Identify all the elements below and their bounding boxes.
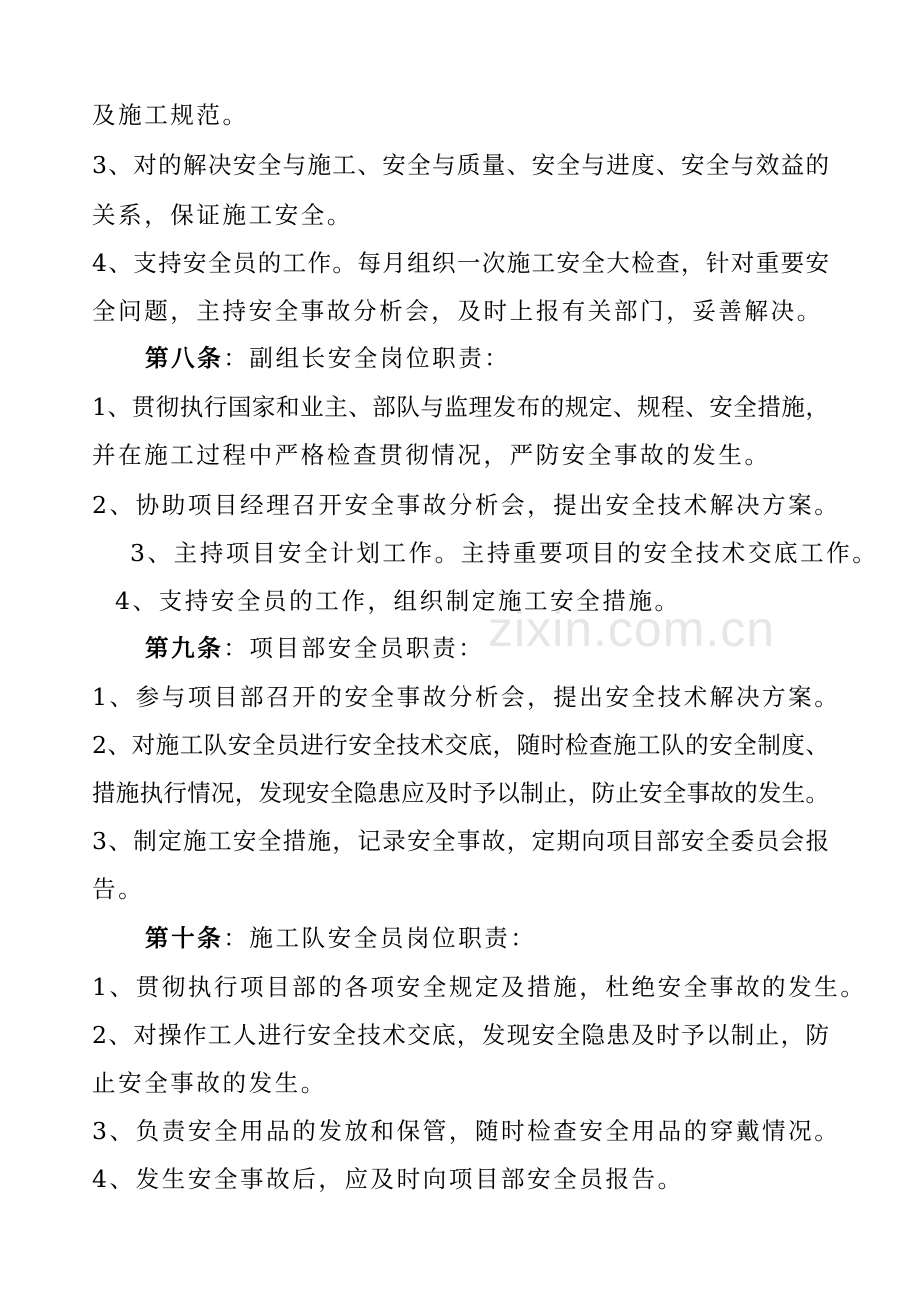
text-line: 措施执行情况，发现安全隐患应及时予以制止，防止安全事故的发生。 [92,779,829,807]
watermark: zixin.com.cn [488,601,776,657]
section-heading-10 [145,923,537,953]
text-line: 1、贯彻执行项目部的各项安全规定及措施，杜绝安全事故的发生。 [92,973,867,1001]
text-line: 1、贯彻执行国家和业主、部队与监理发布的规定、规程、安全措施， [92,393,829,421]
text-line: 并在施工过程中严格检查贯彻情况，严防安全事故的发生。 [92,441,771,469]
heading-label: 第十条 [145,924,224,952]
heading-label: 第八条 [145,344,224,372]
text-line: 4、支持安全员的工作，组织制定施工安全措施。 [115,587,681,615]
text-line: 2、协助项目经理召开安全事故分析会，提出安全技术解决方案。 [92,491,841,519]
section-heading-8 [145,343,510,373]
text-line: 及施工规范。 [92,101,249,129]
heading-text: ：项目部安全员职责： [223,634,485,662]
text-line: 4、支持安全员的工作。每月组织一次施工安全大检查，针对重要安 [92,249,829,277]
text-line: 3、对的解决安全与施工、安全与质量、安全与进度、安全与效益的 [92,151,829,179]
heading-text: ：副组长安全岗位职责： [223,344,511,372]
text-line: 全问题，主持安全事故分析会，及时上报有关部门，妥善解决。 [92,297,823,325]
section-heading-9 [145,633,484,663]
text-line: 1、参与项目部召开的安全事故分析会，提出安全技术解决方案。 [92,683,841,711]
text-line: 3、负责安全用品的发放和保管，随时检查安全用品的穿戴情况。 [92,1117,841,1145]
text-line: 3、主持项目安全计划工作。主持重要项目的安全技术交底工作。 [130,539,879,567]
text-line: 3、制定施工安全措施，记录安全事故，定期向项目部安全委员会报 [92,827,829,855]
heading-text: ：施工队安全员岗位职责： [223,924,537,952]
text-line: 告。 [92,875,145,903]
text-line: 止安全事故的发生。 [92,1069,327,1097]
text-line: 4、发生安全事故后，应及时向项目部安全员报告。 [92,1165,684,1193]
text-line: 2、对操作工人进行安全技术交底，发现安全隐患及时予以制止，防 [92,1021,829,1049]
text-line: 关系，保证施工安全。 [92,201,353,229]
heading-label: 第九条 [145,634,224,662]
text-line: 2、对施工队安全员进行安全技术交底，随时检查施工队的安全制度、 [92,731,829,759]
